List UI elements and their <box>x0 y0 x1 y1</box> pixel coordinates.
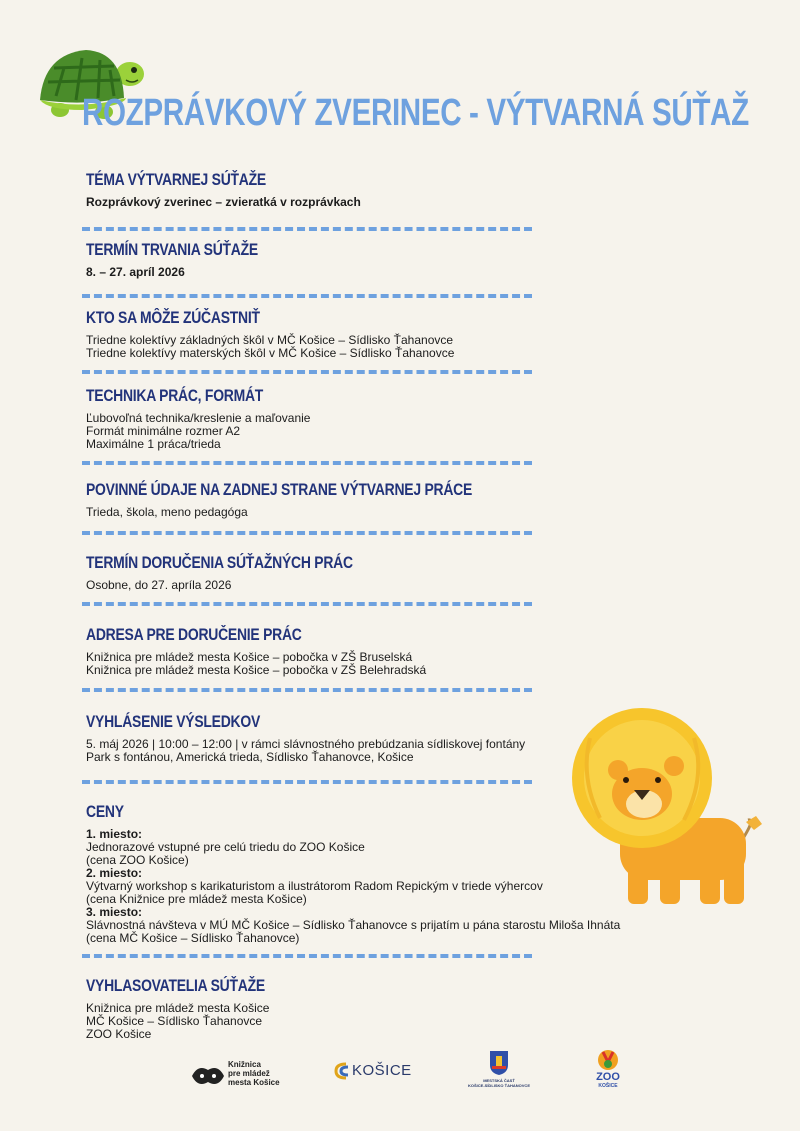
logos-row <box>0 1046 800 1106</box>
section-line: Jednorazové vstupné pre celú triedu do ZOO Košice <box>86 840 365 854</box>
section-heading: TECHNIKA PRÁC, FORMÁT <box>86 386 264 405</box>
section-heading: ADRESA PRE DORUČENIE PRÁC <box>86 625 302 644</box>
kosice-mark-icon <box>334 1062 350 1080</box>
section-line: Triedne kolektívy základných škôl v MČ Košice – Sídlisko Ťahanovce <box>86 333 454 347</box>
section-line: Triedne kolektívy materských škôl v MČ Košice – Sídlisko Ťahanovce <box>86 346 455 360</box>
section-heading: CENY <box>86 802 124 821</box>
zoo-logo-text: ZOO <box>596 1071 620 1083</box>
section-heading: KTO SA MÔŽE ZÚČASTNIŤ <box>86 308 260 327</box>
section-duration <box>86 240 726 279</box>
zoo-logo-subtext: KOŠICE <box>598 1083 618 1089</box>
section-line: 1. miesto: <box>86 827 143 841</box>
district-coat-of-arms-icon <box>489 1050 509 1076</box>
library-logo-line: Knižnica <box>228 1060 261 1069</box>
section-line: (cena MČ Košice – Sídlisko Ťahanovce) <box>86 931 300 945</box>
section-participants <box>86 308 726 360</box>
district-logo <box>466 1050 532 1100</box>
section-line: Park s fontánou, Americká trieda, Sídlisko Ťahanovce, Košice <box>86 750 414 764</box>
kosice-logo-text: KOŠICE <box>352 1062 412 1079</box>
section-line: 5. máj 2026 | 10:00 – 12:00 | v rámci slávnostného prebúdzania sídliskovej fontány <box>86 737 526 751</box>
section-line: (cena ZOO Košice) <box>86 853 189 867</box>
section-line: 3. miesto: <box>86 905 143 919</box>
section-heading: TERMÍN TRVANIA SÚŤAŽE <box>86 240 258 259</box>
section-delivery-deadline <box>86 553 726 592</box>
dashed-divider <box>82 370 532 374</box>
section-line: Formát minimálne rozmer A2 <box>86 424 241 438</box>
section-line: ZOO Košice <box>86 1027 152 1041</box>
section-line: MČ Košice – Sídlisko Ťahanovce <box>86 1014 263 1028</box>
section-line: Knižnica pre mládež mesta Košice – pobočka v ZŠ Belehradská <box>86 663 427 677</box>
library-logo-line: mesta Košice <box>228 1078 280 1087</box>
section-line: Ľubovoľná technika/kreslenie a maľovanie <box>86 411 311 425</box>
page-title: ROZPRÁVKOVÝ ZVERINEC - VÝTVARNÁ SÚŤAŽ <box>82 92 749 134</box>
library-animals-icon <box>190 1062 226 1090</box>
section-line: (cena Knižnice pre mládež mesta Košice) <box>86 892 307 906</box>
dashed-divider <box>82 780 532 784</box>
dashed-divider <box>82 688 532 692</box>
section-technique <box>86 386 726 451</box>
section-line: Osobne, do 27. apríla 2026 <box>86 578 232 592</box>
library-logo <box>190 1058 280 1098</box>
district-logo-line: KOŠICE-SÍDLISKO ŤAHANOVCE <box>467 1083 530 1088</box>
zoo-logo <box>590 1048 626 1104</box>
library-logo-line: pre mládež <box>228 1069 270 1078</box>
section-line: Výtvarný workshop s karikaturistom a ilustrátorom Radom Repickým v triede výhercov <box>86 879 543 893</box>
section-heading: POVINNÉ ÚDAJE NA ZADNEJ STRANE VÝTVARNEJ PRÁCE <box>86 480 473 499</box>
section-line: Trieda, škola, meno pedagóga <box>86 505 248 519</box>
section-organizers <box>86 976 726 1041</box>
section-required-info <box>86 480 726 519</box>
dashed-divider <box>82 602 532 606</box>
section-theme <box>86 170 726 209</box>
dashed-divider <box>82 294 532 298</box>
section-heading: VYHLASOVATELIA SÚŤAŽE <box>86 976 265 995</box>
dashed-divider <box>82 531 532 535</box>
dashed-divider <box>82 227 532 231</box>
section-line: Knižnica pre mládež mesta Košice <box>86 1001 270 1015</box>
section-line: Maximálne 1 práca/trieda <box>86 437 221 451</box>
section-delivery-address <box>86 625 726 677</box>
section-line: Slávnostná návšteva v MÚ MČ Košice – Sídlisko Ťahanovce s prijatím u pána starostu Miloša Ihnáta <box>86 918 621 932</box>
section-line: 8. – 27. apríl 2026 <box>86 265 185 279</box>
district-logo-line: MESTSKÁ ČASŤ <box>483 1078 515 1083</box>
zoo-animal-icon <box>595 1048 621 1072</box>
section-line: 2. miesto: <box>86 866 143 880</box>
section-heading: TERMÍN DORUČENIA SÚŤAŽNÝCH PRÁC <box>86 553 353 572</box>
kosice-logo <box>334 1060 414 1086</box>
section-line: Knižnica pre mládež mesta Košice – pobočka v ZŠ Bruselská <box>86 650 413 664</box>
lion-illustration <box>560 708 788 908</box>
dashed-divider <box>82 461 532 465</box>
section-heading: TÉMA VÝTVARNEJ SÚŤAŽE <box>86 170 266 189</box>
section-heading: VYHLÁSENIE VÝSLEDKOV <box>86 712 261 731</box>
section-line: Rozprávkový zverinec – zvieratká v rozprávkach <box>86 195 361 209</box>
dashed-divider <box>82 954 532 958</box>
